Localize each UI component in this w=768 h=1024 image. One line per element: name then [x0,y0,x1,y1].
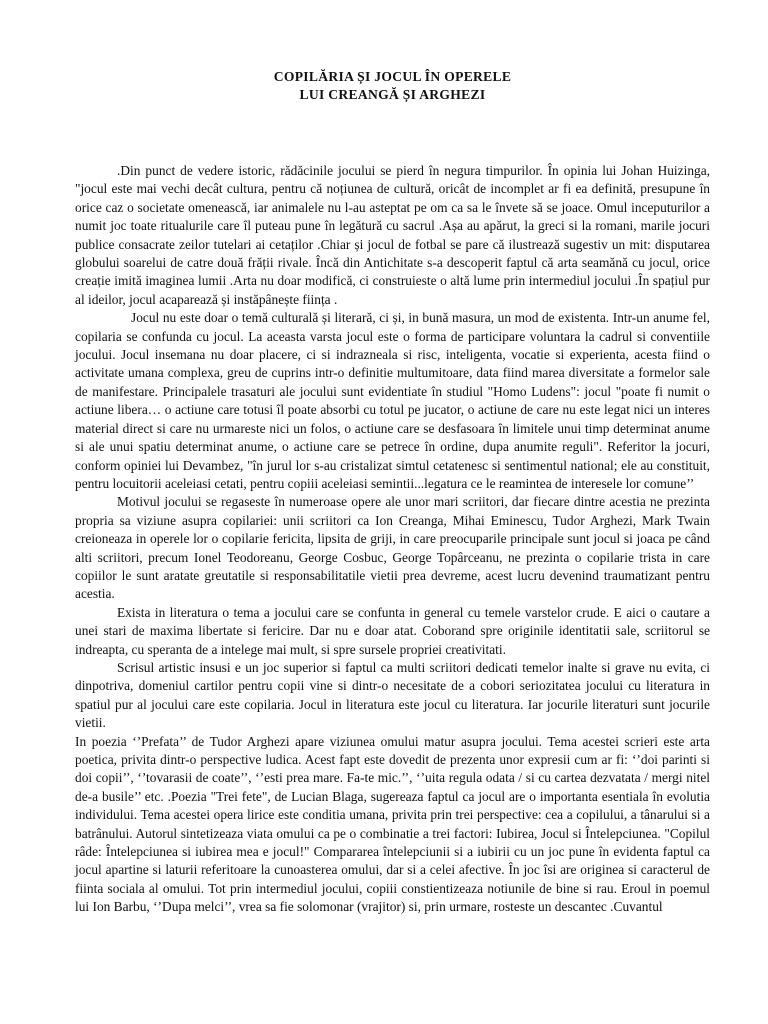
document-body [75,162,710,917]
paragraph-2: Jocul nu este doar o temă culturală și literară, ci și, in bună masura, un mod de existenta. Intr-un anume fel, copilaria se confunda cu jocul. La aceasta varsta jocul este o forma de participare voluntara la cadrul si conventiile jocului. Jocul insemana nu doar placere, ci si indrazneala si risc, inteligenta, vocatie si experienta, acesta fiind o activitate umana complexa, greu de cuprins intr-o definitie multumitoare, data fiind marea diversitate a formelor sale de manifestare. Principalele trasaturi ale jocului sunt evidentiate în studiul "Homo Ludens": jocul "poate fi numit o actiune libera… o actiune care totusi îl poate absorbi cu totul pe jucator, o actiune de care nu este legat nici un interes material direct si care nu urmareste nici un folos, o actiune care se desfasoara în limitele unui timp determinat anume si ale unui spatiu determinat anume, o actiune care se petrece în ordine, dupa anumite reguli". Referitor la jocuri, conform opiniei lui Devambez, "în jurul lor s-au cristalizat simtul cetatenesc si sentimentul national; ele au constituit, pentru locuitorii aceleiasi cetati, pentru copiii aceleiasi semintii...legatura ce le reamintea de interesele lor comune’’ [75,310,710,491]
title-line-1: COPILĂRIA ȘI JOCUL ÎN OPERELE [273,69,512,84]
paragraph-1: .Din punct de vedere istoric, rădăcinile jocului se pierd în negura timpurilor. În opinia lui Johan Huizinga, "jocul este mai vechi decât cultura, pentru că noțiunea de cultură, oricât de incomplet ar fi ea definită, presupune în orice caz o societate omenească, iar animalele nu l-au asteptat pe om ca sa le învete să se joace. Omul inceputurilor a numit joc toate ritualurile care îl puteau pune în legătură cu sacrul .Așa au apărut, la greci si la romani, marile jocuri publice consacrate zeilor tutelari ai cetaților .Chiar și jocul de fotbal se pare că ilustrează sugestiv un mit: disputarea globului soarelui de catre două frății rivale. Încă din Antichitate s-a descoperit faptul că arta seamănă cu jocul, orice creație imită imaginea lumii .Arta nu doar modifică, ci construieste o altă lume prin intermediul jocului .În spațiul pur al ideilor, jocul acaparează și instăpânește ființa . [75,163,710,307]
paragraph-3: Motivul jocului se regaseste în numeroase opere ale unor mari scriitori, dar fiecare dintre acestia ne prezinta propria sa viziune asupra copilariei: unii scriitori ca Ion Creanga, Mihai Eminescu, Tudor Arghezi, Mark Twain creioneaza in operele lor o copilarie fericita, lipsita de griji, in care preocuparile principale sunt jocul si joaca pe când alti scriitori, precum Ionel Teodoreanu, George Cosbuc, George Topârceanu, ne prezinta o copilarie trista in care copiilor le sunt aratate greutatile si responsabilitatile vietii prea devreme, acest lucru devenind traumatizant pentru acestia. [75,494,710,602]
paragraph-6: In poezia ‘’Prefata’’ de Tudor Arghezi apare viziunea omului matur asupra jocului. Tema acestei scrieri este arta poetica, privita dintr-o perspective ludica. Acest fapt este dovedit de prezenta unor expresii cum ar fi: ‘’doi parinti si doi copii’’, ‘’tovarasii de coate’’, ‘’esti prea mare. Fa-te mic.’’, ‘’uita regula odata / si cu cartea dezvatata / mergi nitel de-a busile’’ etc. .Poezia "Trei fete", de Lucian Blaga, sugereaza faptul ca jocul are o importanta esentiala în evolutia individului. Tema acestei opera lirice este conditia umana, privita prin trei perspective: cea a copilului, a tânarului si a batrânului. Autorul sintetizeaza viata omului ca pe o combinatie a trei factori: Iubirea, Jocul si Întelepciunea. "Copilul râde: Întelepciunea si iubirea mea e jocul!" Compararea întelepciunii si a iubirii cu un joc pune în evidenta faptul ca jocul apartine si laturii referitoare la cunoasterea omului, dar si a celei afective. În joc îsi are originea si caracterul de fiinta sociala al omului. Tot prin intermediul jocului, copiii constientizeaza notiunile de bine si rau. Eroul in poemul lui Ion Barbu, ‘’Dupa melci’’, vrea sa fie solomonar (vrajitor) si, prin urmare, rosteste un descantec .Cuvantul [75,733,710,915]
title-line-2: LUI CREANGĂ ȘI ARGHEZI [299,87,486,102]
document-title [75,68,710,104]
paragraph-5: Scrisul artistic insusi e un joc superior si faptul ca multi scriitori dedicati temelor inalte si grave nu evita, ci dinpotriva, domeniul cartilor pentru copii vine si dintr-o necesitate de a cobori seriozitatea jocului cu literatura in spatiul pur al jocului care este copilaria. Jocul in literatura este jocul cu literatura. Iar jocurile literaturi sunt jocurile vietii. [75,659,710,731]
paragraph-4: Exista in literatura o tema a jocului care se confunta in general cu temele varstelor crude. E aici o cautare a unei stari de maxima libertate si fericire. Dar nu e doar atat. Coborand spre originile identitatii sale, scriitorul se indreapta, cu speranta de a intelege mai mult, si spre sursele propriei creativitati. [75,604,710,657]
